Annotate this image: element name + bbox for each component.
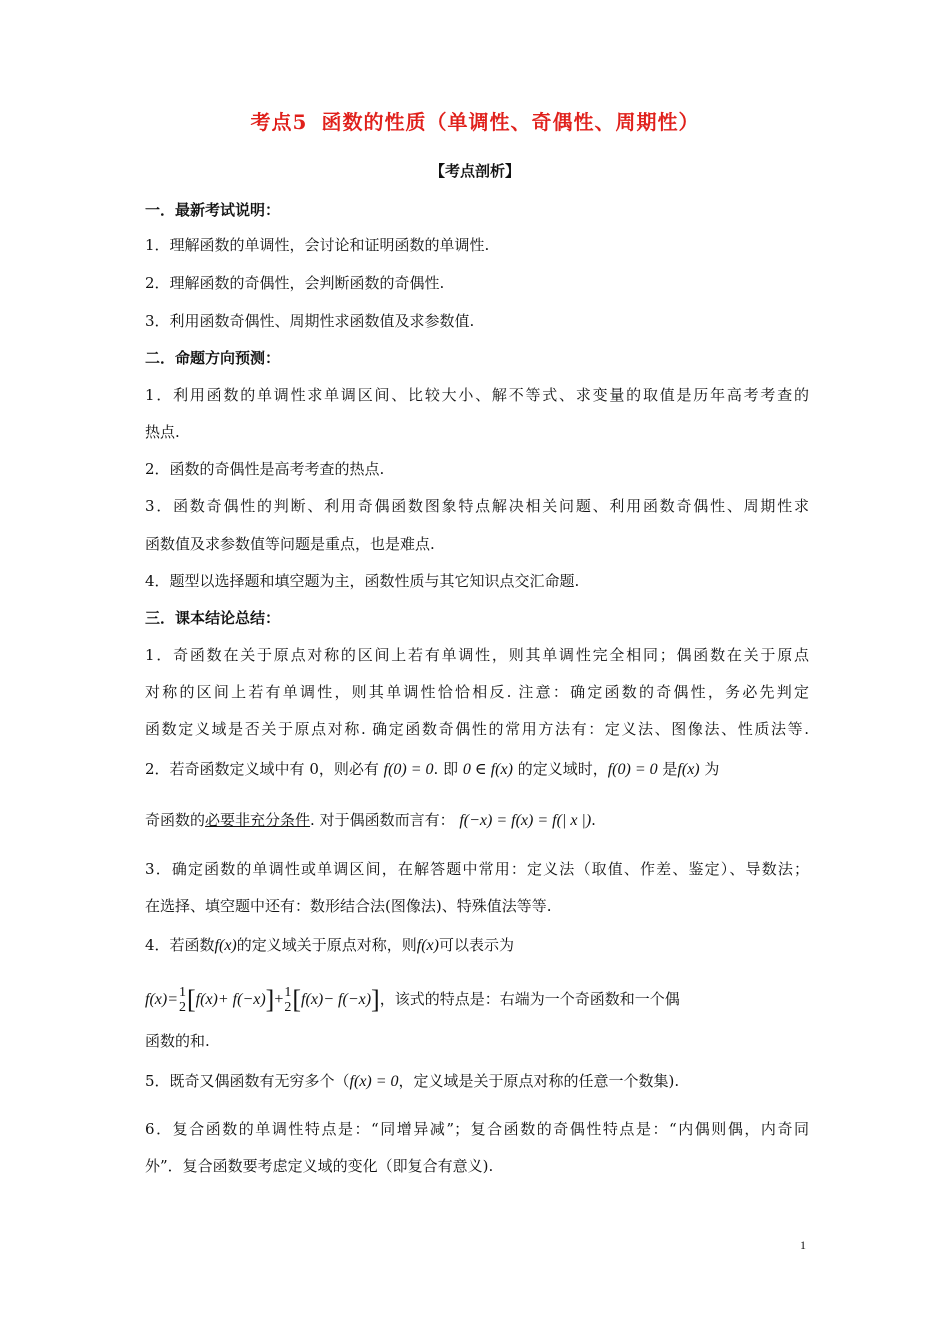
conclusion-1-line-2: 对称的区间上若有单调性，则其单调性恰恰相反. 注意：确定函数的奇偶性，务必先判定 [145,683,809,701]
c4-frac1-num: 1 [179,985,186,1000]
c2-formula-in: 0 ∈ f(x) [462,761,513,778]
c2-formula-fx: f(x) [677,761,700,778]
c2-text-d: 是 [662,760,678,778]
conclusion-2-line-2 [145,809,596,832]
conclusion-6-line-1: 6．复合函数的单调性特点是：“同增异减”；复合函数的奇偶性特点是：“内偶则偶，内奇同 [145,1120,809,1138]
c4-formula-fx2: f(x) [416,937,439,954]
conclusion-5 [145,1070,679,1093]
c2-even-formula: f(−x) = f(x) = f(| x |) [459,812,592,829]
page-number: 1 [800,1238,806,1252]
c4-bracket-close-2: ] [371,985,380,1014]
c4-fraction-half-2 [284,985,291,1015]
section1-item-2: 2．理解函数的奇偶性，会判断函数的奇偶性. [145,274,445,292]
c4-formula-fx: f(x) [214,937,237,954]
title-main: 函数的性质（单调性、奇偶性、周期性） [321,110,700,134]
section2-item-1-line-2: 热点. [145,423,180,441]
c5-text-a: 5．既奇又偶函数有无穷多个（ [145,1072,350,1090]
conclusion-1-line-1: 1．奇函数在关于原点对称的区间上若有单调性，则其单调性完全相同；偶函数在关于原点 [145,646,809,664]
c2-text-b: . 即 [433,760,459,778]
c4-tail: ，该式的特点是：右端为一个奇函数和一个偶 [379,990,680,1008]
c4-text-c: 可以表示为 [438,936,514,954]
c5-text-b: ，定义域是关于原点对称的任意一个数集). [398,1072,680,1090]
c4-bracket-close-1: ] [265,985,275,1014]
conclusion-6-line-2: 外”．复合函数要考虑定义域的变化（即复合有意义). [145,1157,494,1175]
c2-text-e: 为 [704,760,720,778]
c4-bracket-open-1: [ [187,985,196,1014]
section1-item-3: 3．利用函数奇偶性、周期性求函数值及求参数值. [145,312,475,330]
c4-bracket1-content: f(x)+ f(−x) [195,991,266,1008]
conclusion-4-line-1 [145,934,514,957]
c2-formula-f0b: f(0) = 0 [607,761,658,778]
c4-formula-lhs: f(x)= [145,991,178,1008]
c2-text-a: 2．若奇函数定义域中有 0，则必有 [145,760,379,778]
c2-line2-end: . [591,811,596,829]
c4-bracket2-content: f(x)− f(−x) [301,991,372,1008]
section2-item-3-line-1: 3．函数奇偶性的判断、利用奇偶函数图象特点解决相关问题、利用函数奇偶性、周期性求 [145,497,809,515]
c2-line2-a: 奇函数的 [145,811,206,829]
c4-bracket-open-2: [ [292,985,302,1014]
section2-item-3-line-2: 函数值及求参数值等问题是重点，也是难点. [145,535,435,553]
section1-heading: 一．最新考试说明： [145,201,281,219]
c4-text-b: 的定义域关于原点对称，则 [236,936,417,954]
page-title [0,106,950,135]
c2-underlined-term: 必要非充分条件 [205,811,311,829]
c4-text-a: 4．若函数 [145,936,215,954]
c2-formula-f0: f(0) = 0 [383,761,434,778]
conclusion-4-line-2 [145,982,680,1017]
c4-plus: + [274,991,284,1008]
title-prefix: 考点5 [250,110,308,134]
c4-frac2-num: 1 [284,985,292,1000]
c4-fraction-half-1 [179,985,186,1015]
section3-heading: 三．课本结论总结： [145,609,281,627]
section2-item-1-line-1: 1．利用函数的单调性求单调区间、比较大小、解不等式、求变量的取值是历年高考考查的 [145,386,809,404]
conclusion-2-line-1 [145,758,719,781]
c4-frac1-den: 2 [179,1000,186,1015]
conclusion-3-line-2: 在选择、填空题中还有：数形结合法(图像法)、特殊值法等等. [145,897,552,915]
conclusion-4-line-3: 函数的和. [145,1032,210,1050]
section-subtitle: 【考点剖析】 [429,162,520,180]
conclusion-1-line-3: 函数定义域是否关于原点对称. 确定函数奇偶性的常用方法有：定义法、图像法、性质法等. [145,720,809,738]
c2-line2-b: . 对于偶函数而言有： [310,811,455,829]
c4-frac2-den: 2 [284,1000,292,1015]
section1-item-1: 1．理解函数的单调性，会讨论和证明函数的单调性. [145,236,490,254]
c5-formula: f(x) = 0 [349,1073,399,1090]
section2-item-2: 2．函数的奇偶性是高考考查的热点. [145,460,385,478]
conclusion-3-line-1: 3．确定函数的单调性或单调区间，在解答题中常用：定义法（取值、作差、鉴定）、导数法； [145,860,809,878]
section2-heading: 二．命题方向预测： [145,349,281,367]
c2-text-c: 的定义域时， [517,760,608,778]
section2-item-4: 4．题型以选择题和填空题为主，函数性质与其它知识点交汇命题. [145,572,580,590]
